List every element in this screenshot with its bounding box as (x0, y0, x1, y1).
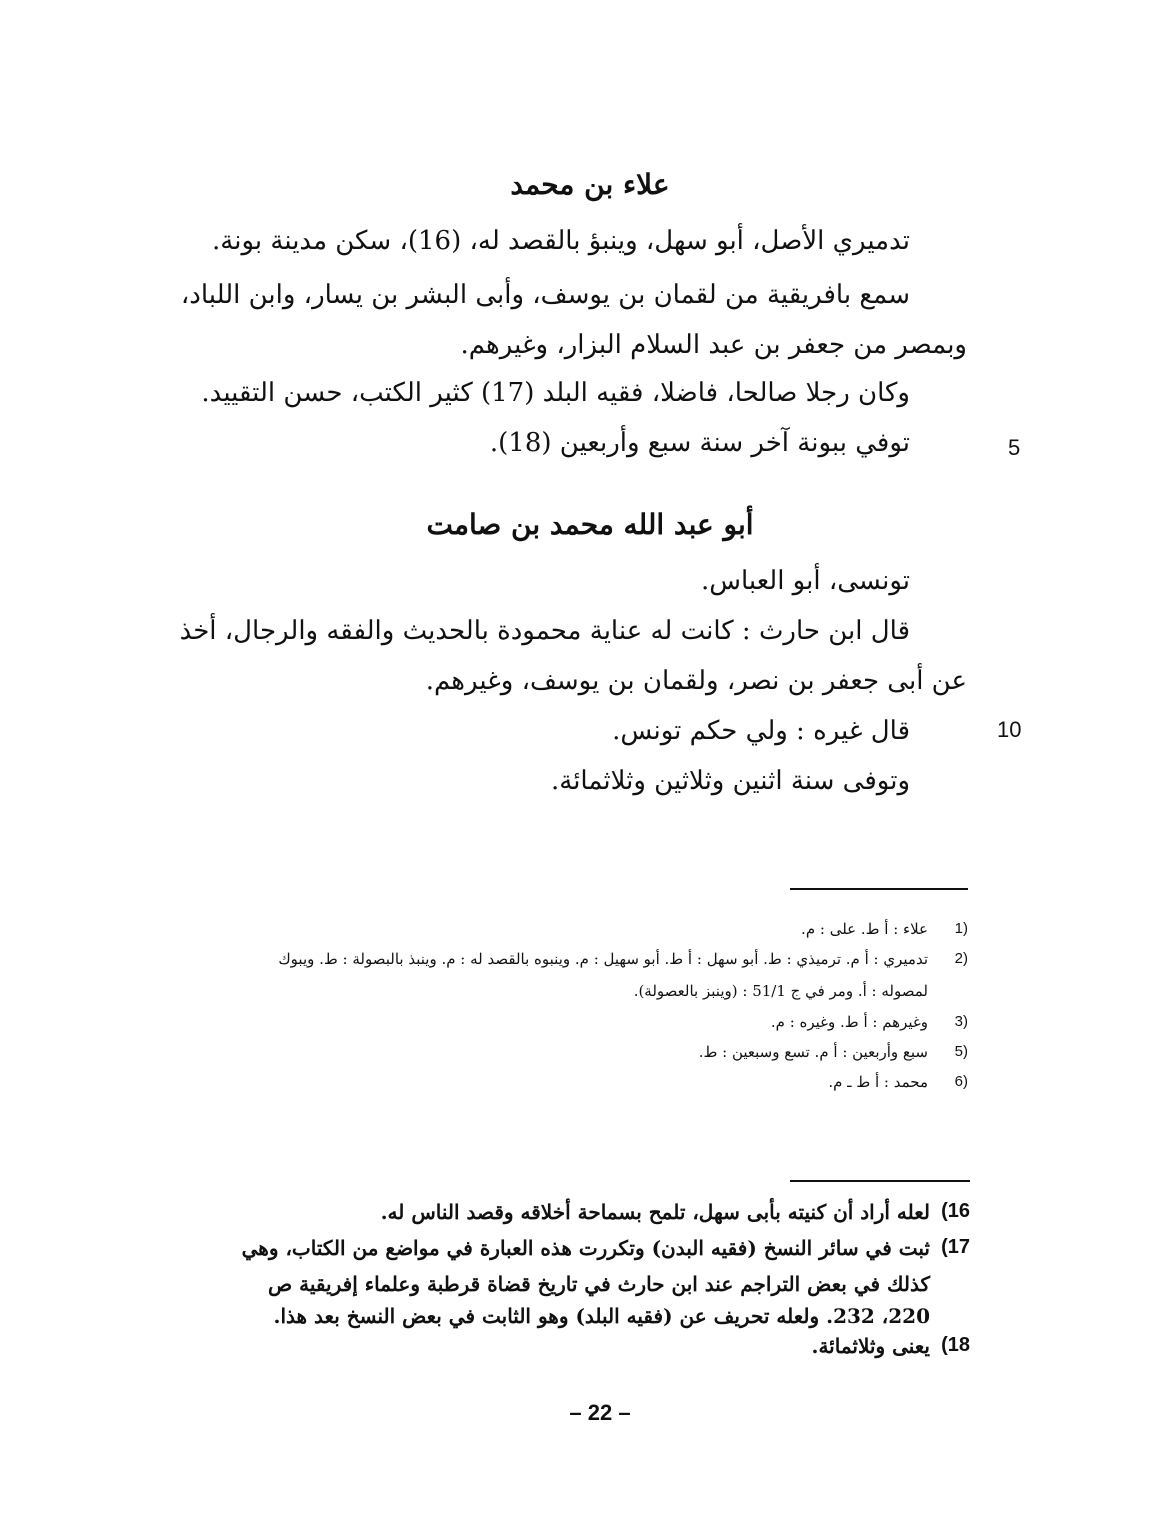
variant-note-6 (200, 1073, 968, 1097)
apparatus-separator (790, 888, 968, 890)
footnote-17-cont-2 (200, 1304, 970, 1334)
entry2-line-3: عن أبى جعفر بن نصر، ولقمان بن يوسف، وغيرهم. (425, 666, 967, 696)
variant-note-text: تدميري : أ م. ترميذي : ط. أبو سهل : أ ط. أبو سهيل : م. وينبوه بالقصد له : م. وينبذ بالبصولة : ط. ويبوك (278, 950, 928, 968)
footnote-separator (790, 1180, 970, 1182)
entry1-line-3: وبمصر من جعفر بن عبد السلام البزار، وغيرهم. (460, 330, 967, 360)
entry-title-2: أبو عبد الله محمد بن صامت (426, 508, 754, 541)
entry2-line-4: قال غيره : ولي حكم تونس. (612, 716, 910, 746)
page-number: – 22 – (569, 1400, 631, 1425)
entry-title-1: علاء بن محمد (510, 168, 670, 201)
variant-note-text: لمصوله : أ. ومر في ج 51/1 : (وينبز بالعصولة). (633, 982, 928, 1000)
footnote-text: كذلك في بعض التراجم عند ابن حارث في تاريخ قضاة قرطبة وعلماء إفريقية ص (268, 1272, 930, 1296)
footnote-number: (17 (941, 1236, 970, 1258)
entry2-line-2: قال ابن حارث : كانت له عناية محمودة بالحديث والفقه والرجال، أخذ (179, 616, 910, 646)
line-number-10: 10 (997, 717, 1022, 742)
variant-note-text: وغيرهم : أ ط. وغيره : م. (770, 1013, 928, 1031)
line-number-5: 5 (1008, 435, 1021, 460)
footnote-text: لعله أراد أن كنيته بأبى سهل، تلمح بسماحة أخلاقه وقصد الناس له. (380, 1200, 930, 1224)
variant-note-3 (200, 1013, 968, 1037)
footnote-17-cont-1 (200, 1272, 970, 1302)
entry1-line-2: سمع بافريقية من لقمان بن يوسف، وأبى البشر بن يسار، وابن اللباد، (180, 280, 910, 310)
entry1-line-5: توفي ببونة آخر سنة سبع وأربعين (18). (489, 428, 910, 458)
variant-note-number: 2) (954, 950, 968, 967)
entry1-line-4: وكان رجلا صالحا، فاضلا، فقيه البلد (17) كثير الكتب، حسن التقييد. (201, 378, 910, 408)
footnote-number: (18 (941, 1334, 970, 1356)
entry2-line-1: تونسى، أبو العباس. (700, 566, 910, 596)
variant-note-2-cont (200, 982, 968, 1006)
footnote-17 (200, 1236, 970, 1266)
footnote-text: يعنى وثلاثمائة. (811, 1334, 930, 1358)
variant-note-2 (200, 950, 968, 974)
variant-note-5 (200, 1043, 968, 1067)
variant-note-text: محمد : أ ط ـ م. (828, 1073, 928, 1091)
footnote-number: (16 (941, 1200, 970, 1222)
footnote-text: 220، 232. ولعله تحريف عن (فقيه البلد) وهو الثابت في بعض النسخ بعد هذا. (273, 1304, 930, 1328)
variant-note-number: 1) (954, 920, 968, 937)
footnote-18 (200, 1334, 970, 1364)
variant-note-text: سبع وأربعين : أ م. تسع وسبعين : ط. (698, 1043, 928, 1061)
entry1-line-1: تدميري الأصل، أبو سهل، وينبؤ بالقصد له، (16)، سكن مدينة بونة. (212, 226, 910, 256)
variant-note-text: علاء : أ ط. على : م. (801, 920, 928, 938)
footnote-text: ثبت في سائر النسخ (فقيه البدن) وتكررت هذه العبارة في مواضع من الكتاب، وهي (241, 1236, 930, 1260)
variant-note-number: 3) (954, 1013, 968, 1030)
entry2-line-5: وتوفى سنة اثنين وثلاثين وثلاثمائة. (550, 766, 910, 796)
variant-note-number: 6) (954, 1073, 968, 1090)
footnote-16 (200, 1200, 970, 1230)
variant-note-number: 5) (954, 1043, 968, 1060)
variant-note-1 (200, 920, 968, 944)
